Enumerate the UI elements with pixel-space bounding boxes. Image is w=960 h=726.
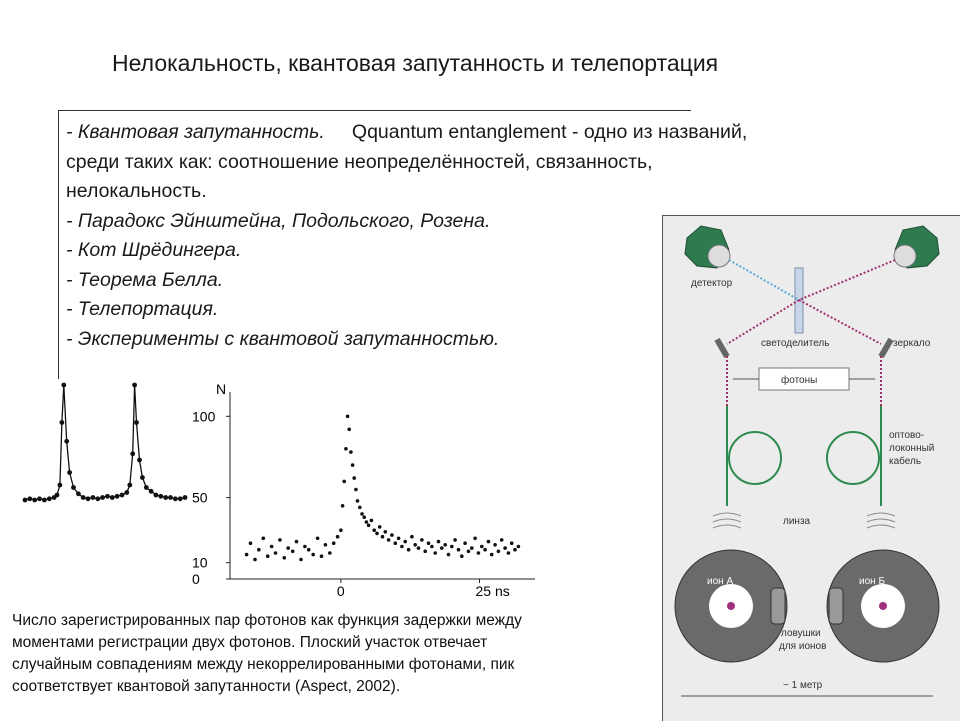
- scatter-point: [346, 415, 350, 419]
- mirror-label: зеркало: [893, 338, 931, 349]
- intro-line-1: [66, 118, 747, 148]
- intro-line-2: среди таких как: соотношение неопределённостей, связанность,: [66, 150, 653, 173]
- intro-line-3: нелокальность.: [66, 180, 207, 202]
- pulse-point: [61, 383, 66, 388]
- cable-label-1: оптово-: [889, 430, 925, 441]
- pulse-point: [130, 451, 135, 456]
- scatter-point: [443, 543, 447, 547]
- scatter-point: [342, 480, 346, 484]
- experiment-diagram: [662, 215, 960, 721]
- scatter-point: [500, 538, 504, 542]
- scatter-point: [278, 538, 282, 542]
- bullet-item: - Парадокс Эйнштейна, Подольского, Розена.: [66, 209, 491, 232]
- x-tick-label: 25 ns: [475, 583, 510, 597]
- scatter-point: [283, 556, 287, 560]
- caption-line: моментами регистрации двух фотонов. Плоский участок отвечает: [12, 634, 488, 651]
- y-tick-label: 0: [192, 571, 200, 587]
- mirror-left-icon: [714, 338, 729, 358]
- pulse-point: [134, 420, 139, 425]
- fiber-right-icon: [827, 406, 881, 506]
- scatter-point: [387, 538, 391, 542]
- scatter-point: [480, 545, 484, 549]
- pulse-point: [149, 489, 154, 494]
- scatter-point: [453, 538, 457, 542]
- slide-title: Нелокальность, квантовая запутанность и телепортация: [112, 50, 719, 76]
- pulse-point: [55, 493, 60, 498]
- scatter-point: [400, 545, 404, 549]
- scatter-point: [473, 537, 477, 541]
- scatter-point: [295, 540, 299, 544]
- scatter-point: [378, 525, 382, 529]
- scatter-point: [437, 540, 441, 544]
- scatter-point: [370, 519, 374, 523]
- scatter-point: [360, 512, 364, 516]
- scatter-point: [365, 520, 369, 524]
- fiber-left-icon: [727, 406, 781, 506]
- scatter-point: [450, 545, 454, 549]
- pulse-point: [91, 495, 96, 500]
- scatter-point: [262, 537, 266, 541]
- scatter-point: [447, 553, 451, 557]
- scatter-point: [356, 499, 360, 503]
- pulse-point: [183, 495, 188, 500]
- caption-line: соответствует квантовой запутанности (Aspect, 2002).: [12, 678, 401, 695]
- scatter-point: [320, 554, 324, 558]
- lens-label: линза: [783, 516, 811, 527]
- pulse-point: [110, 495, 115, 500]
- scatter-point: [403, 540, 407, 544]
- scatter-point: [339, 528, 343, 532]
- scatter-point: [266, 554, 270, 558]
- pulse-point: [64, 439, 69, 444]
- pulse-point: [23, 498, 28, 503]
- scatter-point: [347, 428, 351, 432]
- pulse-point: [67, 470, 72, 475]
- bullet-item: - Кот Шрёдингера.: [66, 239, 242, 261]
- scatter-point: [358, 506, 362, 510]
- pulse-point: [168, 495, 173, 500]
- ion-trap-left-icon: [675, 550, 787, 662]
- scatter-point: [303, 545, 307, 549]
- scatter-point: [457, 548, 461, 552]
- pulse-point: [42, 498, 47, 503]
- pulse-point: [132, 383, 137, 388]
- entanglement-term: - Квантовая запутанность.: [66, 121, 325, 143]
- purple-beam-right: [799, 260, 895, 300]
- y-tick-label: 10: [192, 554, 208, 571]
- scatter-point: [245, 553, 249, 557]
- pulse-point: [158, 494, 163, 499]
- pulse-point: [115, 494, 120, 499]
- scatter-point: [413, 543, 417, 547]
- scatter-point: [483, 548, 487, 552]
- scatter-point: [299, 558, 303, 562]
- scatter-point: [430, 545, 434, 549]
- ion-trap-right-icon: [827, 550, 939, 662]
- pulse-point: [120, 493, 125, 498]
- traps-label-1: ловушки: [781, 628, 821, 639]
- scatter-point: [341, 504, 345, 508]
- pulse-point: [81, 495, 86, 500]
- scatter-point: [503, 546, 507, 550]
- scatter-point: [291, 550, 295, 554]
- pulse-point: [27, 496, 32, 501]
- scatter-point: [423, 550, 427, 554]
- scatter-point: [375, 532, 379, 536]
- scatter-point: [324, 543, 328, 547]
- pulse-point: [105, 494, 110, 499]
- beamsplitter-label: светоделитель: [761, 338, 830, 349]
- scatter-point: [249, 541, 253, 545]
- scatter-point: [332, 541, 336, 545]
- pulse-point: [173, 496, 178, 501]
- scatter-point: [367, 524, 371, 528]
- scatter-point: [510, 541, 514, 545]
- photons-label: фотоны: [781, 375, 818, 386]
- scatter-point: [477, 551, 481, 555]
- scatter-point: [384, 530, 388, 534]
- distance-label: ~ 1 метр: [783, 680, 823, 691]
- scatter-point: [286, 546, 290, 550]
- scatter-point: [390, 533, 394, 537]
- scatter-point: [470, 546, 474, 550]
- scatter-point: [344, 447, 348, 451]
- pulse-point: [32, 498, 37, 503]
- bullet-item: - Эксперименты с квантовой запутанностью.: [66, 327, 500, 350]
- pulse-point: [178, 496, 183, 501]
- scatter-point: [362, 515, 366, 519]
- scatter-point: [274, 551, 278, 555]
- figure-caption: [12, 610, 652, 698]
- detector-right-icon: [894, 226, 939, 268]
- pulse-line: [25, 385, 185, 500]
- pulse-point: [163, 495, 168, 500]
- scatter-point: [351, 463, 355, 467]
- pulse-chart: [20, 375, 190, 520]
- scatter-point: [467, 550, 471, 554]
- entanglement-definition: Qquantum entanglement - одно из названий,: [351, 121, 748, 143]
- pulse-point: [71, 485, 76, 490]
- scatter-point: [410, 535, 414, 539]
- caption-line: случайным совпадениям между некоррелированными фотонами, пик: [12, 656, 515, 673]
- pulse-point: [144, 485, 149, 490]
- scatter-point: [487, 540, 491, 544]
- y-axis-label: N: [216, 382, 227, 397]
- scatter-point: [427, 541, 431, 545]
- pulse-point: [86, 496, 91, 501]
- pulse-point: [127, 483, 132, 488]
- scatter-point: [407, 548, 411, 552]
- scatter-point: [517, 545, 521, 549]
- detector-left-icon: [685, 226, 730, 268]
- mirror-right-icon: [878, 338, 893, 358]
- scatter-point: [490, 553, 494, 557]
- scatter-point: [257, 548, 261, 552]
- ion-b-label: ион Б: [859, 576, 886, 587]
- x-tick-label: 0: [336, 583, 345, 597]
- pulse-point: [154, 493, 159, 498]
- coincidence-scatter-chart: [190, 382, 540, 597]
- scatter-point: [328, 551, 332, 555]
- scatter-point: [497, 550, 501, 554]
- lens-left-icon: [713, 513, 741, 528]
- text-box: [66, 118, 747, 354]
- caption-line: Число зарегистрированных пар фотонов как функция задержки между: [12, 612, 522, 629]
- scatter-point: [316, 537, 320, 541]
- pulse-point: [58, 483, 63, 488]
- scatter-point: [381, 535, 385, 539]
- scatter-point: [311, 553, 315, 557]
- scatter-point: [513, 548, 517, 552]
- blue-beam-left: [729, 260, 799, 300]
- pulse-point: [100, 495, 105, 500]
- scatter-point: [493, 543, 497, 547]
- scatter-point: [460, 554, 464, 558]
- scatter-point: [270, 545, 274, 549]
- scatter-point: [352, 476, 356, 480]
- y-tick-label: 50: [192, 489, 208, 506]
- detector-label: детектор: [691, 278, 733, 289]
- pulse-point: [95, 496, 100, 501]
- scatter-point: [440, 546, 444, 550]
- scatter-point: [507, 551, 511, 555]
- pulse-point: [60, 420, 65, 425]
- scatter-point: [417, 546, 421, 550]
- scatter-point: [336, 535, 340, 539]
- lens-right-icon: [867, 513, 895, 528]
- scatter-point: [354, 488, 358, 492]
- scatter-point: [349, 450, 353, 454]
- pulse-point: [47, 496, 52, 501]
- scatter-point: [397, 537, 401, 541]
- scatter-point: [307, 548, 311, 552]
- scatter-point: [372, 528, 376, 532]
- cable-label-3: кабель: [889, 456, 922, 467]
- cable-label-2: локонный: [889, 443, 935, 454]
- pulse-point: [76, 491, 81, 496]
- scatter-point: [394, 541, 398, 545]
- scatter-point: [463, 541, 467, 545]
- pulse-point: [124, 490, 129, 495]
- scatter-point: [433, 551, 437, 555]
- experiment-diagram-svg: [663, 216, 960, 721]
- scatter-point: [253, 558, 257, 562]
- pulse-point: [37, 496, 42, 501]
- pulse-point: [140, 475, 145, 480]
- ion-a-label: ион А: [707, 576, 734, 587]
- traps-label-2: для ионов: [779, 641, 827, 652]
- pulse-point: [137, 458, 142, 463]
- y-tick-label: 100: [192, 408, 216, 425]
- scatter-point: [420, 538, 424, 542]
- bullet-item: - Теорема Белла.: [66, 268, 224, 291]
- bullet-item: - Телепортация.: [66, 298, 219, 320]
